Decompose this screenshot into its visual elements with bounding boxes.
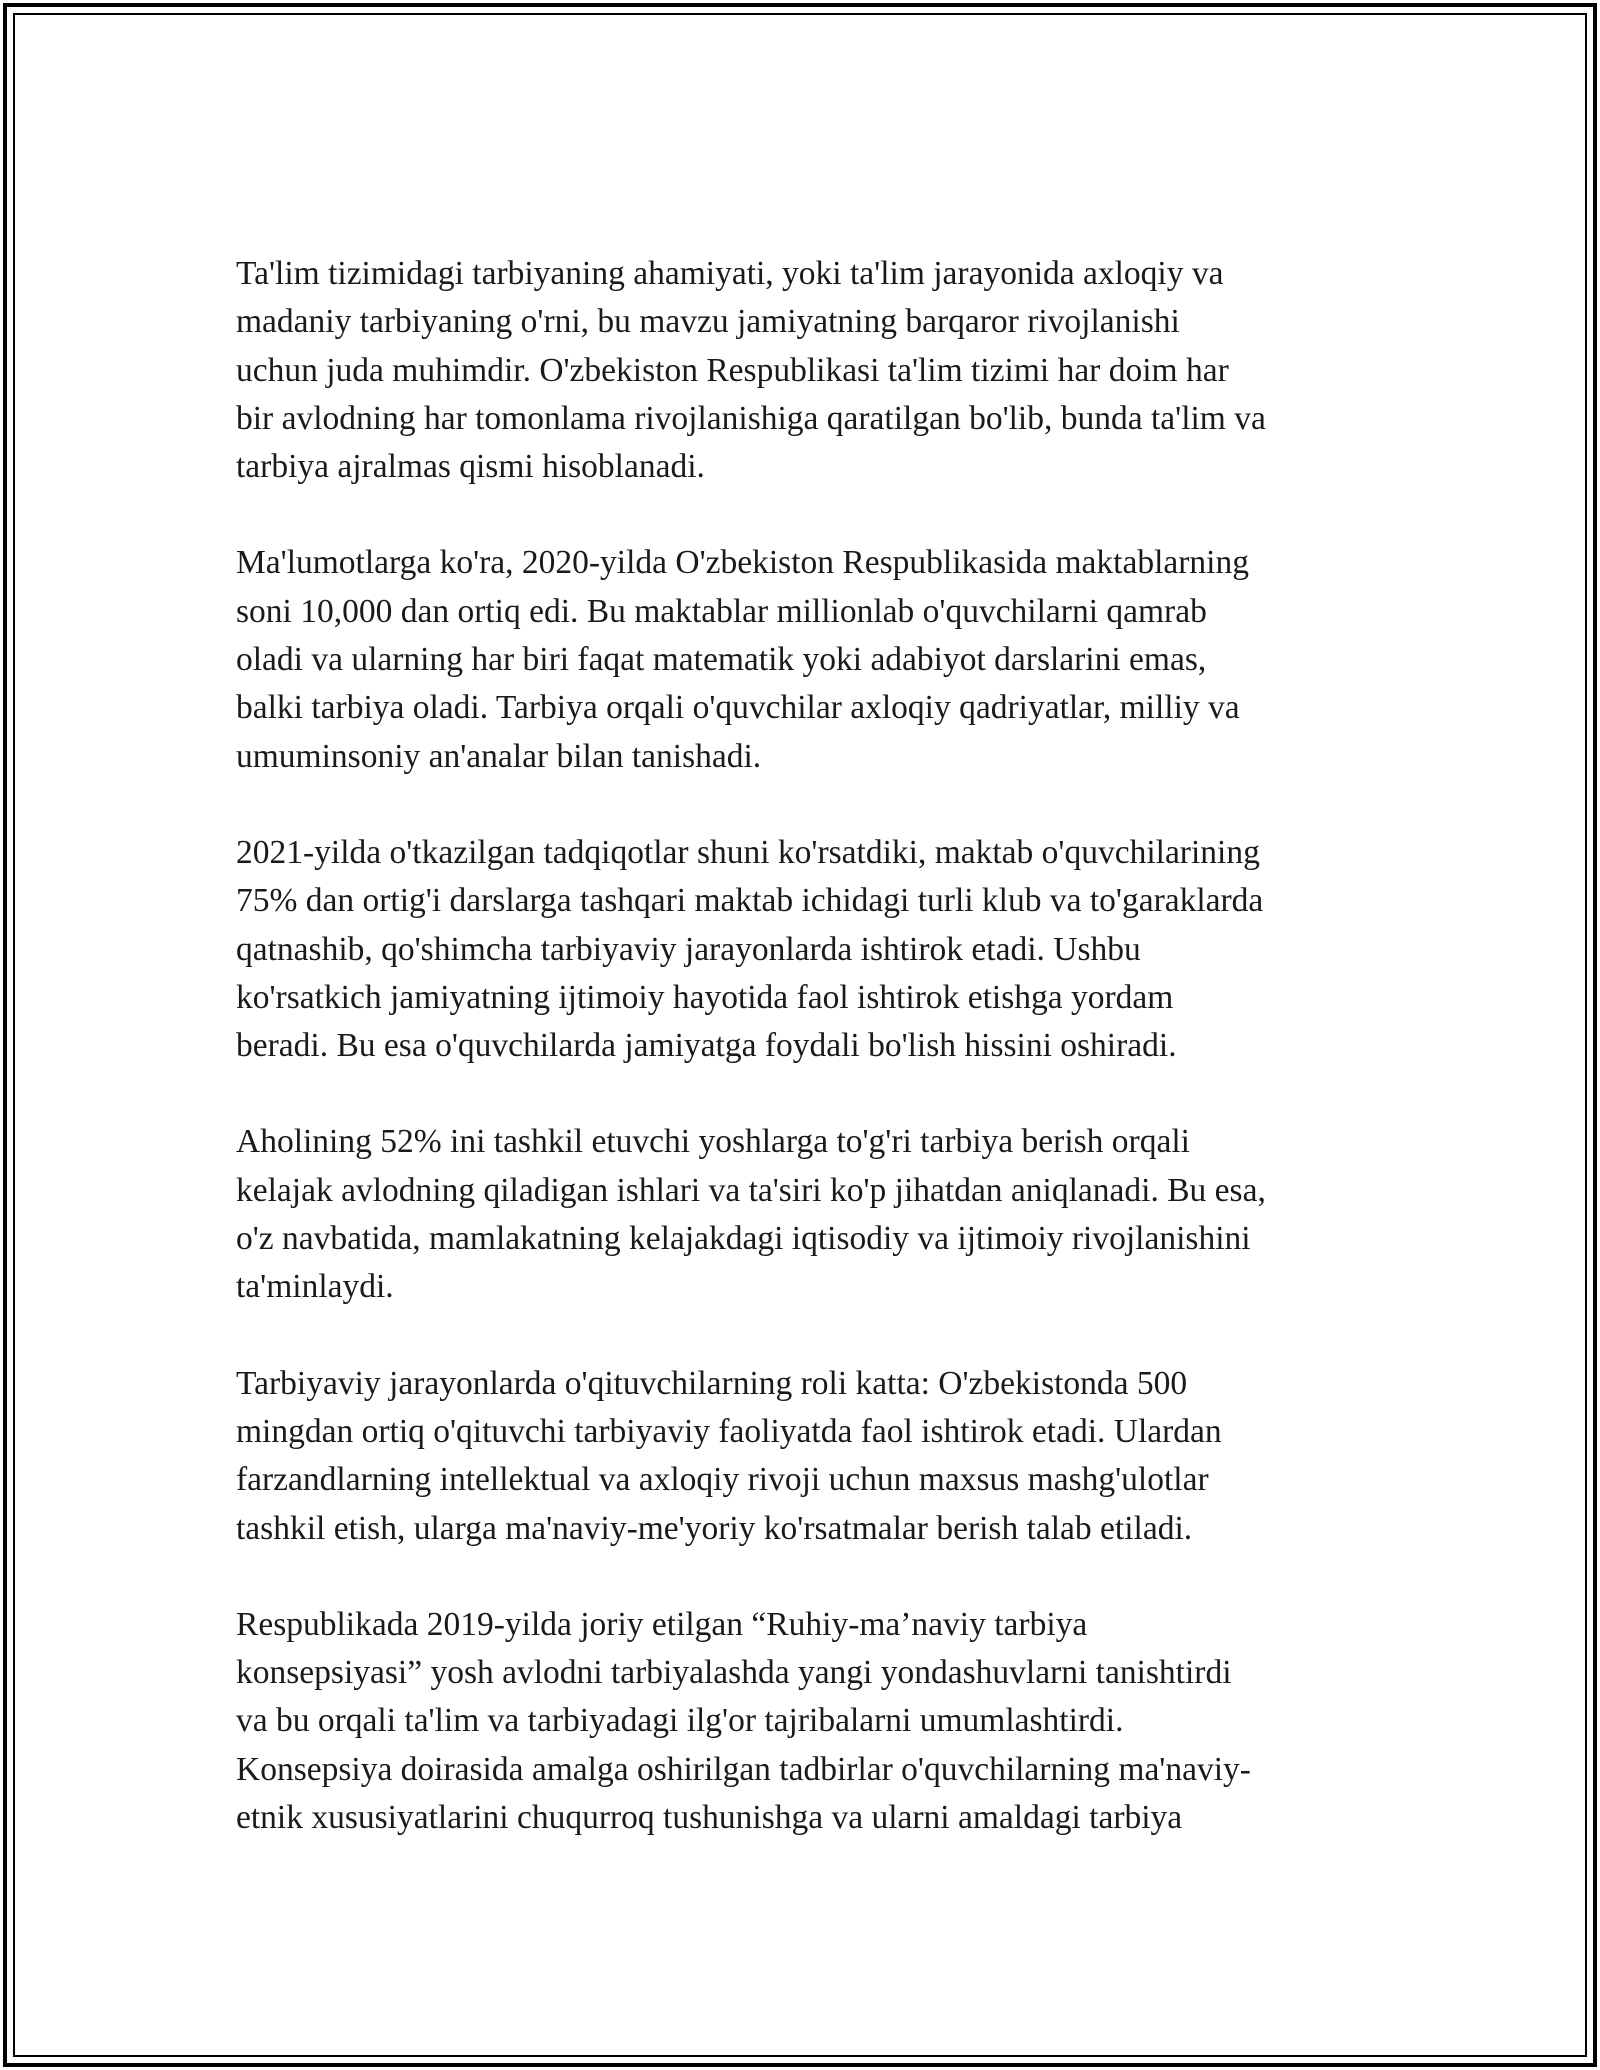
document-body [236,250,1386,1842]
paragraph-6: Respublikada 2019-yilda joriy etilgan “Ruhiy-ma’naviy tarbiya konsepsiyasi” yosh avlodni tarbiyalashda yangi yondashuvlarni tanishtirdi va bu orqali ta'lim va tarbiyadagi ilg'or tajribalarni umumlashtirdi. Konsepsiya doirasida amalga oshirilgan tadbirlar o'quvchilarning ma'naviy- etnik xususiyatlarini chuqurroq tushunishga va ularni amaldagi tarbiya [236,1605,1251,1837]
paragraph-4: Aholining 52% ini tashkil etuvchi yoshlarga to'g'ri tarbiya berish orqali kelajak avlodning qiladigan ishlari va ta'siri ko'p jihatdan aniqlanadi. Bu esa, o'z navbatida, mamlakatning kelajakdagi iqtisodiy va ijtimoiy rivojlanishini ta'minlaydi. [236,1123,1266,1306]
paragraph-5: Tarbiyaviy jarayonlarda o'qituvchilarning roli katta: O'zbekistonda 500 mingdan ortiq o'qituvchi tarbiyaviy faoliyatda faol ishtirok etadi. Ulardan farzandlarning intellektual va axloqiy rivoji uchun maxsus mashg'ulotlar tashkil etish, ularga ma'naviy-me'yoriy ko'rsatmalar berish talab etiladi. [236,1364,1222,1547]
paragraph-2: Ma'lumotlarga ko'ra, 2020-yilda O'zbekiston Respublikasida maktablarning soni 10,000 dan ortiq edi. Bu maktablar millionlab o'quvchilarni qamrab oladi va ularning har biri faqat matematik yoki adabiyot darslarini emas, balki tarbiya oladi. Tarbiya orqali o'quvchilar axloqiy qadriyatlar, milliy va umuminsoniy an'analar bilan tanishadi. [236,544,1249,775]
paragraph-1: Ta'lim tizimidagi tarbiyaning ahamiyati, yoki ta'lim jarayonida axloqiy va madaniy tarbiyaning o'rni, bu mavzu jamiyatning barqaror rivojlanishi uchun juda muhimdir. O'zbekiston Respublikasi ta'lim tizimi har doim har bir avlodning har tomonlama rivojlanishiga qaratilgan bo'lib, bunda ta'lim va tarbiya ajralmas qismi hisoblanadi. [236,255,1266,486]
paragraph-3: 2021-yilda o'tkazilgan tadqiqotlar shuni ko'rsatdiki, maktab o'quvchilarining 75% dan ortig'i darslarga tashqari maktab ichidagi turli klub va to'garaklarda qatnashib, qo'shimcha tarbiyaviy jarayonlarda ishtirok etadi. Ushbu ko'rsatkich jamiyatning ijtimoiy hayotida faol ishtirok etishga yordam beradi. Bu esa o'quvchilarda jamiyatga foydali bo'lish hissini oshiradi. [236,833,1264,1065]
